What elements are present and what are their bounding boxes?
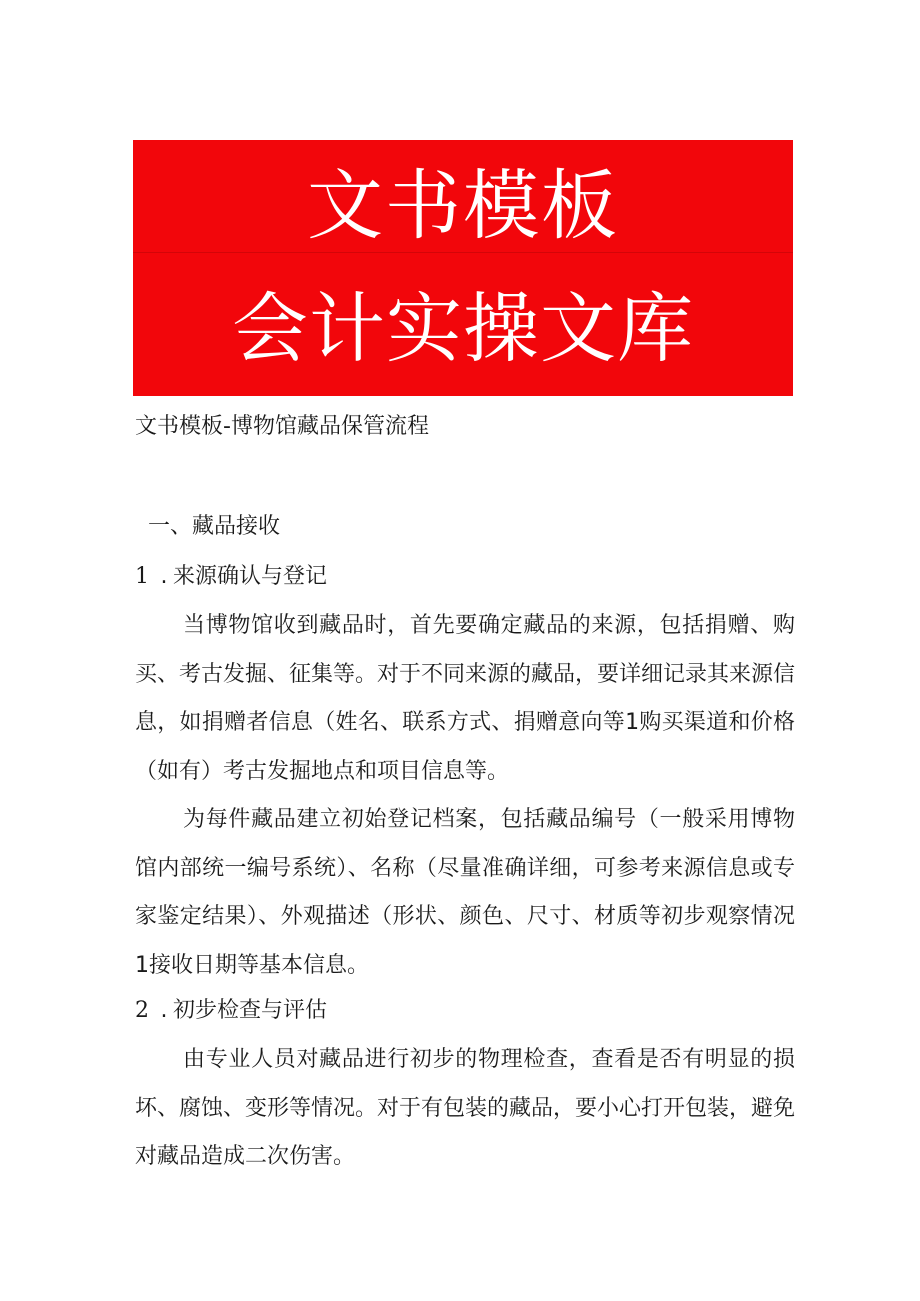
paragraph: 为每件藏品建立初始登记档案，包括藏品编号（一般采用博物馆内部统一编号系统）、名称（尽量准确详细，可参考来源信息或专家鉴定结果）、外观描述（形状、颜色、尺寸、材质等初步观察情况1接收日期等基本信息。: [135, 807, 795, 978]
subsection-number: 1: [135, 564, 149, 589]
subsection-heading-2: [135, 995, 327, 1027]
subsection-heading-1: [135, 561, 327, 593]
paragraph: 当博物馆收到藏品时，首先要确定藏品的来源，包括捐赠、购买、考古发掘、征集等。对于不同来源的藏品，要详细记录其来源信息，如捐赠者信息（姓名、联系方式、捐赠意向等1购买渠道和价格（如有）考古发掘地点和项目信息等。: [135, 613, 796, 784]
paragraph: 由专业人员对藏品进行初步的物理检查，查看是否有明显的损坏、腐蚀、变形等情况。对于有包装的藏品，要小心打开包装，避免对藏品造成二次伤害。: [135, 1047, 796, 1169]
subsection-dot: .: [160, 564, 168, 589]
subsection-title: 来源确认与登记: [173, 564, 328, 589]
banner-divider: [133, 252, 793, 253]
document-title: 文书模板-博物馆藏品保管流程: [135, 414, 429, 439]
banner-title-line-2: 会计实操文库: [232, 284, 694, 373]
section-heading: 一、藏品接收: [148, 514, 281, 539]
subsection-dot: .: [160, 998, 168, 1023]
subsection-number: 2: [135, 998, 149, 1023]
banner-title-line-1: 文书模板: [307, 161, 619, 250]
subsection-title: 初步检查与评估: [173, 998, 328, 1023]
cover-banner: [133, 140, 793, 396]
